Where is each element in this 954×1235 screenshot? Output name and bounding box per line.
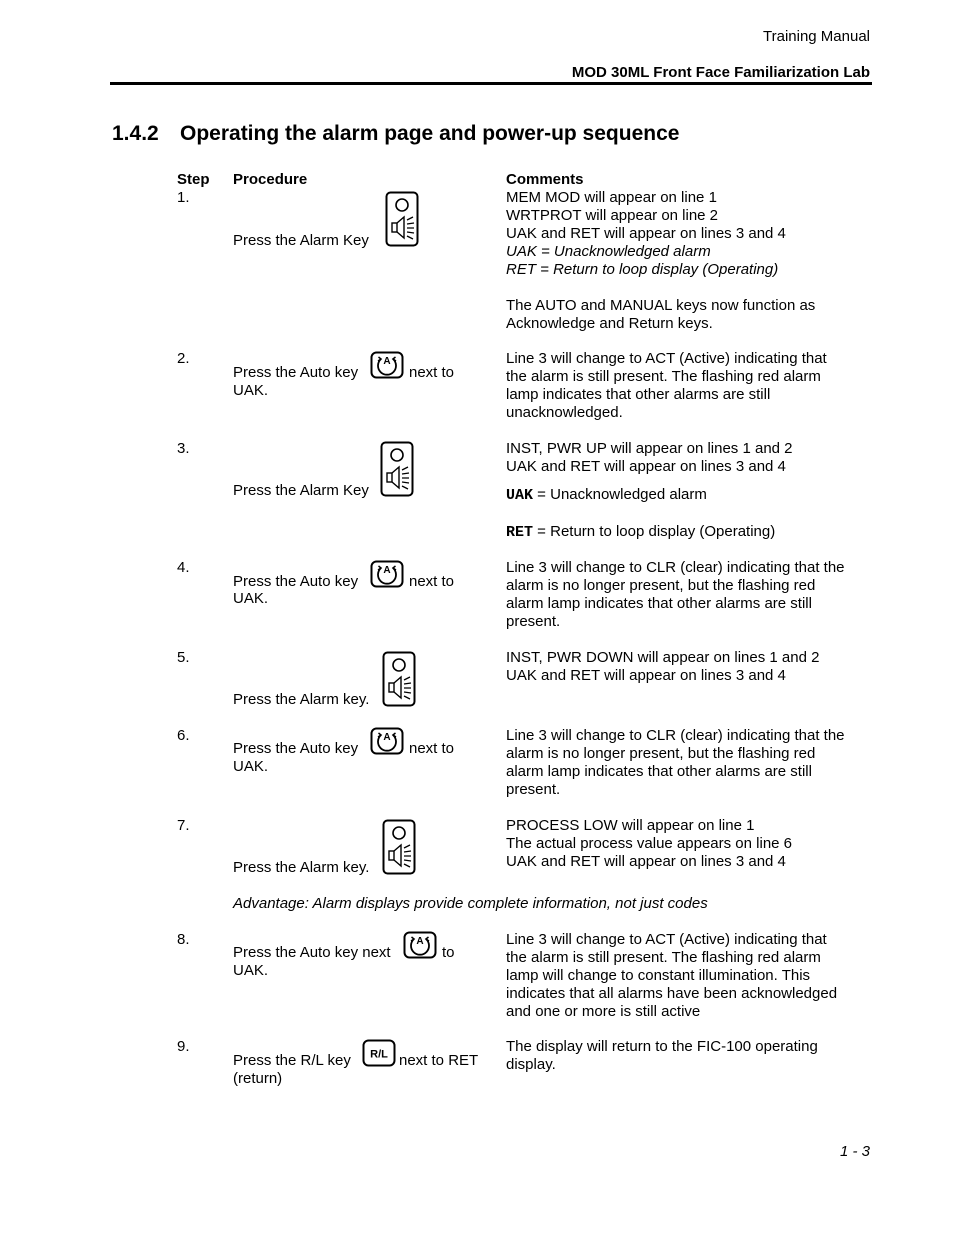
rl-key-icon [362,1039,396,1067]
procedure-text: Press the Auto key [233,740,359,757]
comment-line: present. [506,781,561,798]
alarm-key-icon [382,651,416,707]
procedure-text: next to [409,364,455,381]
comment-line: UAK and RET will appear on lines 3 and 4 [506,667,786,684]
step-number: 9. [177,1038,190,1055]
procedure-text: Press the Auto key [233,364,359,381]
comment-line: UAK and RET will appear on lines 3 and 4 [506,853,786,870]
step-number: 3. [177,440,190,457]
comment-line: indicates that all alarms have been acknowledged [506,985,838,1002]
auto-key-icon [370,727,404,755]
alarm-key-icon [380,441,414,497]
comment-line: PROCESS LOW will appear on line 1 [506,817,755,834]
comment-line: The display will return to the FIC-100 operating [506,1038,818,1055]
section-title: Operating the alarm page and power-up sequence [180,122,680,145]
alarm-key-icon [385,191,419,247]
procedure-text: next to [409,740,455,757]
comment-line: INST, PWR DOWN will appear on lines 1 and 2 [506,649,820,666]
procedure-text: Press the Auto key next [233,944,391,961]
procedure-text: Press the Alarm Key [233,232,369,249]
comment-line: UAK and RET will appear on lines 3 and 4 [506,225,786,242]
comment-line: lamp indicates that other alarms are still [506,386,771,403]
page-number: 1 - 3 [839,1143,870,1160]
header-lab-title: MOD 30ML Front Face Familiarization Lab [571,64,870,81]
procedure-text: UAK. [233,758,269,775]
header-manual: Training Manual [763,28,870,45]
comment-line: Line 3 will change to ACT (Active) indicating that [506,350,827,367]
column-header-procedure: Procedure [233,171,308,188]
procedure-text: Press the R/L key [233,1052,351,1069]
comment-line: UAK = Unacknowledged alarm [506,486,707,504]
ret-code: RET [506,524,534,541]
step-number: 6. [177,727,190,744]
procedure-text: Press the Alarm Key [233,482,369,499]
column-header-comments: Comments [506,171,584,188]
comment-line: Line 3 will change to ACT (Active) indicating that [506,931,827,948]
comment-line: alarm lamp indicates that other alarms are still [506,763,812,780]
comment-line: RET = Return to loop display (Operating) [506,261,779,278]
auto-key-icon [370,560,404,588]
procedure-text: UAK. [233,590,269,607]
comment-line: alarm is no longer present, but the flashing red [506,745,816,762]
procedure-text: UAK. [233,962,269,979]
comment-line: The actual process value appears on line 6 [506,835,793,852]
step-number: 5. [177,649,190,666]
procedure-text: Press the Alarm key. [233,691,370,708]
procedure-text: next to [409,573,455,590]
comment-line: alarm is no longer present, but the flashing red [506,577,816,594]
comment-line: Acknowledge and Return keys. [506,315,713,332]
section-heading [112,122,679,146]
procedure-text: next to RET [399,1052,479,1069]
comment-line: WRTPROT will appear on line 2 [506,207,719,224]
procedure-text: Press the Auto key [233,573,359,590]
header-rule [110,82,872,85]
comment-line: the alarm is still present. The flashing red alarm [506,949,821,966]
procedure-text: to [442,944,455,961]
comment-line: display. [506,1056,556,1073]
comment-line: unacknowledged. [506,404,623,421]
comment-line: MEM MOD will appear on line 1 [506,189,717,206]
step-number: 7. [177,817,190,834]
comment-line: UAK and RET will appear on lines 3 and 4 [506,458,786,475]
comment-line: Line 3 will change to CLR (clear) indicating that the [506,559,845,576]
comment-line: alarm lamp indicates that other alarms are still [506,595,812,612]
comment-line: the alarm is still present. The flashing red alarm [506,368,821,385]
procedure-text: UAK. [233,382,269,399]
step-number: 8. [177,931,190,948]
comment-line: present. [506,613,561,630]
procedure-text: (return) [233,1070,283,1087]
section-number: 1.4.2 [112,122,159,145]
step-number: 2. [177,350,190,367]
comment-line: INST, PWR UP will appear on lines 1 and 2 [506,440,793,457]
comment-line: UAK = Unacknowledged alarm [506,243,711,260]
procedure-text: Press the Alarm key. [233,859,370,876]
comment-line: RET = Return to loop display (Operating) [506,523,776,541]
step-number: 4. [177,559,190,576]
comment-line: lamp will change to constant illumination. This [506,967,811,984]
comment-line: Line 3 will change to CLR (clear) indicating that the [506,727,845,744]
comment-line: and one or more is still active [506,1003,701,1020]
uak-code: UAK [506,487,534,504]
auto-key-icon [370,351,404,379]
auto-key-icon [403,931,437,959]
alarm-key-icon [382,819,416,875]
column-header-step: Step [177,171,210,188]
comment-line: The AUTO and MANUAL keys now function as [506,297,816,314]
advantage-note: Advantage: Alarm displays provide complete information, not just codes [233,895,708,912]
step-number: 1. [177,189,190,206]
